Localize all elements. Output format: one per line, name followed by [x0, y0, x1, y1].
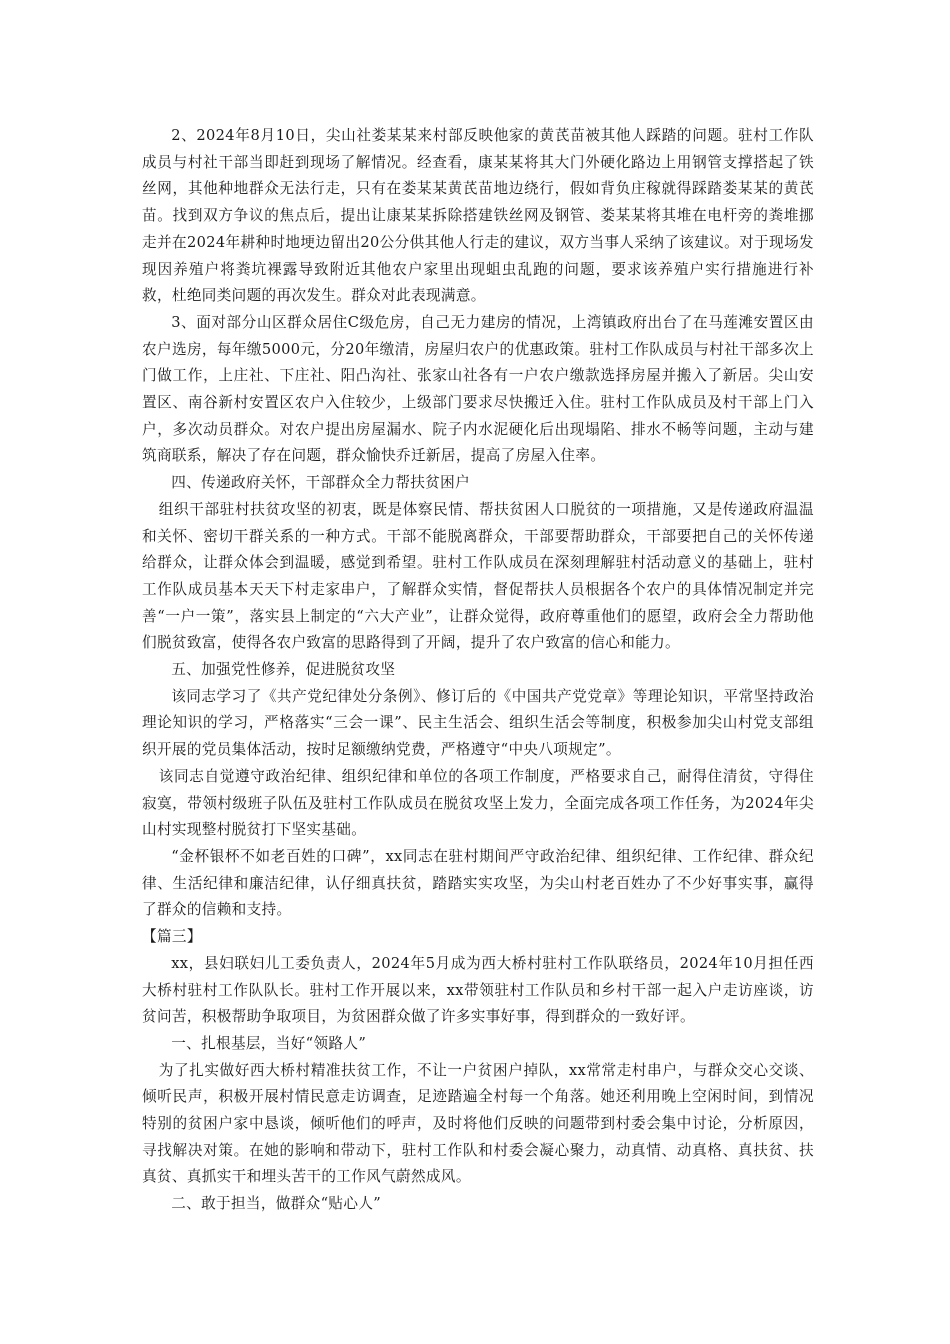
paragraph-xidaqiao-intro: xx，县妇联妇儿工委负责人，2024年5月成为西大桥村驻村工作队联络员，2024年10月担任西大桥村驻村工作队队长。驻村工作开展以来，xx带领驻村工作队员和乡村干部一起入户走访座谈，访贫问苦，积极帮助争取项目，为贫困群众做了许多实事好事，得到群众的一致好评。 [142, 954, 814, 1026]
chapter-heading-3: 【篇三】 [142, 928, 202, 946]
paragraph-housing-relocation: 3、面对部分山区群众居住C级危房，自己无力建房的情况，上湾镇政府出台了在马莲滩安置区由农户选房，每年缴5000元，分20年缴清，房屋归农户的优惠政策。驻村工作队成员与村社干部多次上门做工作，上庄社、下庄社、阳凸沟社、张家山社各有一户农户缴款选择房屋并搬入了新居。尖山安置区、南谷新村安置区农户入住较少，上级部门要求尽快搬迁入住。驻村工作队成员及村干部上门入户，多次动员群众。对农户提出房屋漏水、院子内水泥硬化后出现塌陷、排水不畅等问题，主动与建筑商联系，解决了存在问题，群众愉快乔迁新居，提高了房屋入住率。 [142, 313, 814, 465]
document-page [142, 123, 814, 1218]
section-heading-5: 五、加强党性修养，促进脱贫攻坚 [171, 661, 396, 679]
paragraph-reputation: “金杯银杯不如老百姓的口碑”，xx同志在驻村期间严守政治纪律、组织纪律、工作纪律、群众纪律、生活纪律和廉洁纪律，认仔细真扶贫，踏踏实实攻坚，为尖山村老百姓办了不少好事实事，赢得了群众的信赖和支持。 [142, 847, 814, 919]
section-heading-2: 二、敢于担当，做群众“贴心人” [171, 1195, 382, 1213]
section-heading-4: 四、传递政府关怀，干部群众全力帮扶贫困户 [171, 474, 471, 492]
section-heading-1: 一、扎根基层，当好“领路人” [171, 1034, 367, 1052]
paragraph-discipline: 该同志自觉遵守政治纪律、组织纪律和单位的各项工作制度，严格要求自己，耐得住清贫，守得住寂寞，带领村级班子队伍及驻村工作队成员在脱贫攻坚上发力，全面完成各项工作任务，为2024年尖山村实现整村脱贫打下坚实基础。 [142, 767, 814, 839]
paragraph-government-care: 组织干部驻村扶贫攻坚的初衷，既是体察民情、帮扶贫困人口脱贫的一项措施，又是传递政府温温和关怀、密切干群关系的一种方式。干部不能脱离群众，干部要帮助群众，干部要把自己的关怀传递给群众，让群众体会到温暖，感觉到希望。驻村工作队成员在深刻理解驻村活动意义的基础上，驻村工作队成员基本天天下村走家串户，了解群众实情，督促帮扶人员根据各个农户的具体情况制定并完善“一户一策”，落实县上制定的“六大产业”，让群众觉得，政府尊重他们的愿望，政府会全力帮助他们脱贫致富，使得各农户致富的思路得到了开阔，提升了农户致富的信心和能力。 [142, 500, 814, 652]
paragraph-party-study: 该同志学习了《共产党纪律处分条例》、修订后的《中国共产党党章》等理论知识，平常坚持政治理论知识的学习，严格落实“三会一课”、民主生活会、组织生活会等制度，积极参加尖山村党支部组织开展的党员集体活动，按时足额缴纳党费，严格遵守“中央八项规定”。 [142, 687, 814, 759]
paragraph-grassroots: 为了扎实做好西大桥村精准扶贫工作，不让一户贫困户掉队，xx常常走村串户，与群众交心交谈、倾听民声，积极开展村情民意走访调查，足迹踏遍全村每一个角落。她还利用晚上空闲时间，到情况特别的贫困户家中恳谈，倾听他们的呼声，及时将他们反映的问题带到村委会集中讨论，分析原因，寻找解决对策。在她的影响和带动下，驻村工作队和村委会凝心聚力，动真情、动真格、真扶贫、扶真贫、真抓实干和埋头苦干的工作风气蔚然成风。 [142, 1061, 814, 1186]
paragraph-jianshan-dispute: 2、2024年8月10日，尖山社娄某某来村部反映他家的黄芪苗被其他人踩踏的问题。驻村工作队成员与村社干部当即赶到现场了解情况。经查看，康某某将其大门外硬化路边上用钢管支撑搭起了铁丝网，其他种地群众无法行走，只有在娄某某黄芪苗地边绕行，假如背负庄稼就得踩踏娄某某的黄芪苗。找到双方争议的焦点后，提出让康某某拆除搭建铁丝网及钢管、娄某某将其堆在电杆旁的粪堆挪走并在2024年耕种时地埂边留出20公分供其他人行走的建议，双方当事人采纳了该建议。对于现场发现因养殖户将粪坑裸露导致附近其他农户家里出现蛆虫乱跑的问题，要求该养殖户实行措施进行补救，杜绝同类问题的再次发生。群众对此表现满意。 [142, 127, 814, 305]
